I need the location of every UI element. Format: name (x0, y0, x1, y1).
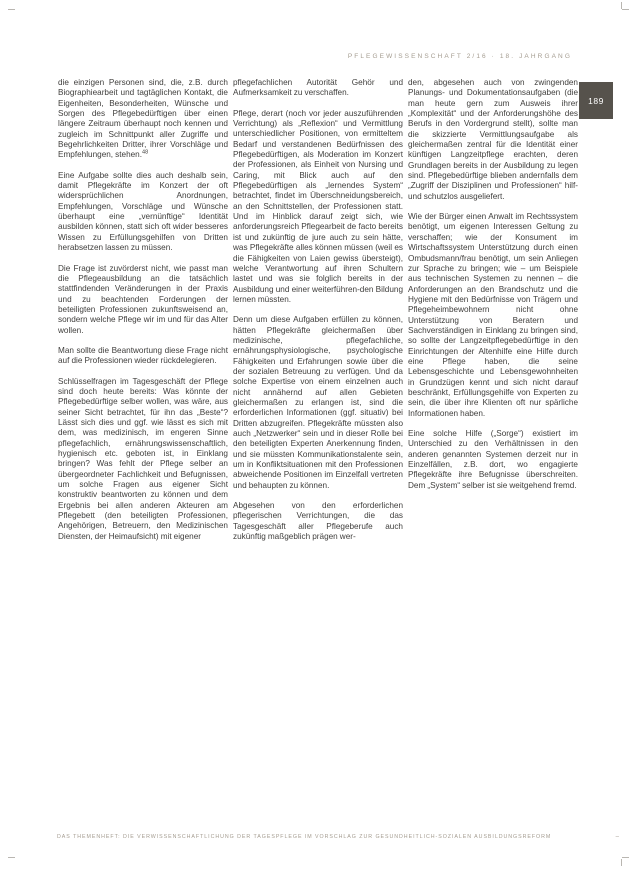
running-foot-article-title: DAS THEMENHEFT: DIE VERWISSENSCHAFTLICHUNG DER TAGESPFLEGE IM VORSCHLAG ZUR GESUNDHEITLICH-SOZIALEN AUSBILDUNGSREFORM (57, 834, 552, 840)
page-number: 189 (588, 95, 604, 106)
text-columns (58, 78, 578, 542)
text-column-right (408, 78, 578, 542)
text-column-left (58, 78, 228, 542)
running-head-journal-line: PFLEGEWISSENSCHAFT 2/16 · 18. JAHRGANG (347, 53, 572, 60)
crop-mark (8, 857, 15, 858)
crop-mark (8, 9, 15, 10)
crop-mark (621, 859, 622, 866)
crop-mark (622, 857, 629, 858)
paragraph: Denn um diese Aufgaben erfüllen zu können, hätten Pflegekräfte gleichermaßen über medizinische, pflegefachliche, ernährungsphysiologische, psychologische Fähigkeiten und Erfahrungen sowie über die der sozialen Betreuung zu verfügen. Und da solche Expertise von einem einzelnen auch nicht annähernd auf allen Gebieten gleichermaßen zu erlangen ist, sind die erforderlichen Informationen (ggf. situativ) bei Dritten abzugreifen. Pflegekräfte müssten also auch „Netzwerker“ sein und in dieser Rolle bei den beteiligten Experten Anerkennung finden, und sie müssten Kommunikationstalente sein, um in Konfliktsituationen mit den Professionen abweichende Positionen im Einzelfall vertreten und behaupten zu können. (233, 315, 403, 490)
footnote-marker: 48 (142, 149, 149, 156)
paragraph: pflegefachlichen Autorität Gehör und Aufmerksamkeit zu verschaffen. (233, 78, 403, 98)
paragraph: Schlüsselfragen im Tagesgeschäft der Pflege sind doch heute bereits: Was könnte der Pflegebedürftige selber wollen, was wäre, aus seiner Sicht betrachtet, für ihn das „Beste“? Lässt sich dies und ggf. wie lässt es sich mit dem, was medizinisch, im engeren Sinne pflegefachlich, ernährungswissenschaftlich, hygienisch etc. geboten ist, in Einklang bringen? Was fehlt der Pflege selber an übergeordneter Fachlichkeit und Befugnissen, um solche Fragen aus eigener Sicht konstruktiv beantworten zu können und dem Ergebnis bei allen anderen Akteuren am Pflegebett (den beteiligten Professionen, Angehörigen, Betreuern, den Medizinischen Diensten, der Heimaufsicht) mit eigener (58, 376, 228, 541)
paragraph (58, 78, 228, 161)
page-number-badge (579, 82, 613, 119)
text-column-middle (233, 78, 403, 542)
paragraph: den, abgesehen auch von zwingenden Planungs- und Dokumentationsaufgaben (die man heute gern zum Ausweis ihrer „Komplexität“ und der Anforderungshöhe des Berufs in den Vordergrund stellt), sollte man die skizzierte Vermittlungsaufgabe als gleichermaßen zentral für die Identität einer künftigen Langzeitpflege erachten, deren Grundlagen bereits in der Ausbildung zu legen sind. Pflegebedürftige blieben andernfalls dem „Zugriff der Disziplinen und Professionen“ hilf- und schutzlos ausgeliefert. (408, 78, 578, 201)
paragraph: Die Frage ist zuvörderst nicht, wie passt man die Pflegeausbildung an die tatsächlich stattfindenden Veränderungen in der Praxis und zu beachtenden Forderungen der beteiligten Professionen zukunftsweisend an, sondern welche Pflege wir im und für das Alter wollen. (58, 263, 228, 335)
paragraph: Eine solche Hilfe („Sorge“) existiert im Unterschied zu den Verhältnissen in den anderen genannten Systemen derzeit nur in Einzelfällen, z.B. dort, wo engagierte Pflegekräfte ihre Befugnisse überschreiten. Dem „System“ selber ist sie weitgehend fremd. (408, 429, 578, 490)
paragraph-text: die einzigen Personen sind, die, z.B. durch Biographiearbeit und tagtäglichen Kontakt, die Eigenheiten, Besonderheiten, Wünsche und Sorgen des Pflegebedürftigen über einen längere Zeitraum überhaupt noch kennen und zugleich im Schnittpunkt aller Zugriffe und Begehrlichkeiten Dritter, ihrer Vorschläge und Empfehlungen, stehen. (58, 78, 228, 160)
paragraph: Man sollte die Beantwortung diese Frage nicht auf die Professionen wieder rückdelegieren. (58, 345, 228, 366)
paragraph: Pflege, derart (noch vor jeder auszuführenden Verrichtung) als „Reflexion“ und Vermittlung unterschiedlicher Positionen, von ermitteltem Bedarf und verstandenen Bedürfnissen des Pflegebedürftigen, als Moderation im Konzert der Professionen, als Einheit von Nursing und Caring, mit Blick auch auf den Pflegebedürftigen als „lernendes System“ betrachtet, findet im Überschneidungsbereich, an den Schnittstellen, der Professionen statt. Und im Hinblick darauf zeigt sich, wie anforderungsreich Pflegearbeit de facto bereits ist und zukünftig de jure auch zu sein hätte, was Pflegekräfte alles können müssen (weil es die Fähigkeiten von Laien gewiss übersteigt), welche Verantwortung auf ihren Schultern lastet und was sie folglich bereits in der Ausbildung und einer weiterführen-den Bildung lernen müssten. (233, 108, 403, 304)
paragraph: Abgesehen von den erforderlichen pflegerischen Verrichtungen, die das Tagesgeschäft aller Pflegeberufe auch zukünftig maßgeblich prägen wer- (233, 501, 403, 542)
paragraph: Eine Aufgabe sollte dies auch deshalb sein, damit Pflegekräfte im Konzert der oft widersprüchlichen Anordnungen, Empfehlungen, Vorschläge und Wünsche überhaupt eine „vernünftige“ Identität ausbilden können, statt sich oft wider besseres Wissen zu Erfüllungsgehilfen von Dritten herabsetzen lassen zu müssen. (58, 170, 228, 253)
paragraph: Wie der Bürger einen Anwalt im Rechtssystem benötigt, um eigenen Interessen Geltung zu verschaffen; wie der Konsument im Wirtschaftssystem Unterstützung durch einen Ombudsmann/frau benötigt, um sein Anliegen zur Sprache zu bringen; wie – um Beispiele aus technischen Systemen zu nennen – die Anforderungen an den Brandschutz und die Hygiene mit den Bedürfnisse von Trägern und Pflegeheimbewohnern nicht ohne Unterstützung von Beratern und Sachverständigen in Einklang zu bringen sind, so sollte der Langzeitpflegebedürftige in den Einrichtungen der Altenhilfe eine Hilfe durch eine Pflege haben, die seine Lebensgeschichte und Lebensgewohnheiten in Grundzügen kennt und sich nicht darauf beschränkt, Erfüllungsgehilfe von Experten zu sein, die über ihre Klienten oft nur spärliche Informationen haben. (408, 212, 578, 418)
running-foot-end-mark: – (615, 834, 619, 840)
crop-mark (621, 2, 622, 9)
crop-mark (622, 9, 629, 10)
